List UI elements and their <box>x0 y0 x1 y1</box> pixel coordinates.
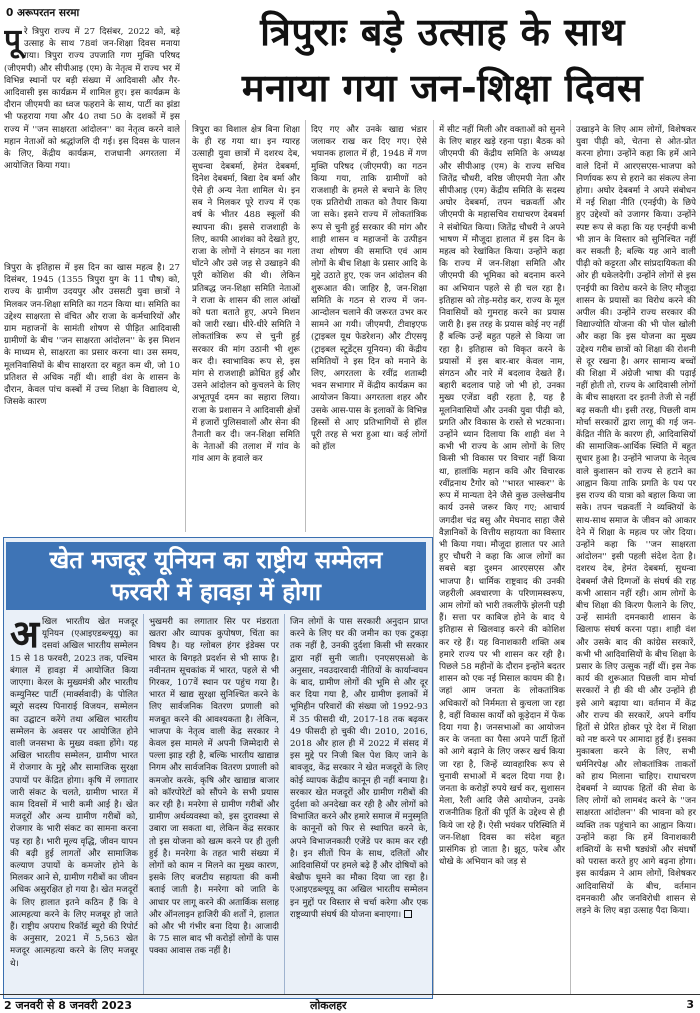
box-column-3 <box>290 616 428 992</box>
box-headline-line-2: फरवरी में हावड़ा में होगा <box>111 578 321 606</box>
box-text-3: जिन लोगों के पास सरकारी अनुदान प्राप्त करने के लिए घर की जमीन का एक टुकड़ा तक नहीं है, उनकी दुर्दशा किसी भी सरकार द्वारा नहीं सुनी जाती। एनएसएसओ के अनुसार, नवउदारवादी नीतियों के कार्यान्वयन के बाद, ग्रामीण लोगों की भूमि से और दूर कर दिया गया है, और ग्रामीण इलाकों में भूमिहीन परिवारों की संख्या जो 1992-93 में 35 फीसदी थी, 2017-18 तक बढ़कर 49 फीसदी हो चुकी थी। 2010, 2016, 2018 और हाल ही में 2022 में संसद में इस मुद्दे पर निजी बिल पेश किए जाने के बावजूद, केंद्र सरकार ने खेत मजदूरों के लिए कोई व्यापक केंद्रीय कानून ही नहीं बनाया है। सरकार खेत मजदूरों और ग्रामीण गरीबों की दुर्दशा को अनदेखा कर रही है और लोगों को विभाजित करने और हमारे समाज में मनुस्मृति के कानूनों को फिर से स्थापित करने के, अपने विभाजनकारी एजेंडे पर काम कर रही है। इन सीतों पिन के साथ, दलितों और आदिवासियों पर हमले बढ़े हैं और दोषियों को बेखौफ घूमने का मौका दिया जा रहा है। एआइएडब्ल्यूयू का अखिल भारतीय सम्मेलन इन मुद्दों पर विस्तार से चर्चा करेगा और एक राष्ट्रव्यापी संघर्ष की योजना बनाएगा। <box>290 617 428 920</box>
tripura-column-4 <box>439 124 565 990</box>
column-rule <box>143 614 144 994</box>
footer-page-number: 3 <box>686 998 694 1011</box>
tripura-text-1b: त्रिपुरा के इतिहास में इस दिन का खास महत्व है। 27 दिसंबर, 1945 (1355 त्रिपुरा युग के 11 पौष) को, राज्य के ग्रामीण उदयपुर और उससटी युवा छात्रों ने मिलकर जन-शिक्षा समिति का गठन किया था। समिति का उद्देश्य साक्षरता से वंचित और राजा के कर्मचारियों और ग्राम महाजनों के सामंती शोषण से पीड़ित आदिवासी ग्रामीणों के बीच ''जन साक्षरता आंदोलन'' के इस मिशन के माध्यम से, साक्षरता का प्रसार करना था। उस समय, मूलनिवासियों के बीच साक्षरता दर बहुत कम थी, जो 10 प्रतिशत से अधिक नहीं थी। शाही वंश के शासन के दौरान, केवल पांच कस्बों में उच्च शिक्षा के विद्यालय थे, जिसके कारण <box>4 263 180 408</box>
tripura-text-3: दिए गए और उनके खाद्य भंडार जलाकर राख कर दिए गए। ऐसे भयानक हालात में ही, 1948 में गण मुक्ति परिषद (जीएमपी) का गठन किया गया, ताकि ग्रामीणों को राजशाही के हमले से बचाने के लिए एक प्रतिरोधी ताकत को तैयार किया जा सके। इसने राज्य में लोकतांत्रिक रूप से चुनी हुई सरकार की मांग और शाही शासन व महाजनों के उत्पीड़न तथा शोषण की समाप्ति एवं आम लोगों के बीच शिक्षा के प्रसार आदि के मुद्दे उठाते हुए, एक जन आंदोलन की शुरूआत की। जाहिर है, जन-शिक्षा समिति के गठन से राज्य में जन-आन्दोलन चलाने की जरूरत उभर कर सामने आ गयी। जीएमपी, टीवाइएफ (ट्राइबल यूथ फेडरेशन) और टीएसयू (ट्राइबल स्टूडेंट्स यूनियन) की केंद्रीय समितियों ने इस दिन को मनाने के लिए, अगरतला के रवींद्र शताब्दी भवन सभागार में केंद्रीय कार्यक्रम का आयोजन किया। अगरतला शहर और उसके आस-पास के इलाकों के विभिन्न हिस्सों से आए प्रतिभागियों से हॉल पूरी तरह से भरा हुआ था। कई लोगों को हॉल <box>311 125 427 453</box>
tripura-text-2: त्रिपुरा का विशाल क्षेत्र बिना शिक्षा के ही रह गया था। इन ग्यारह उत्साही युवा छात्रों में दशरथ देब, सुधन्वा देबबर्मा, हेमंत देबबर्मा, दिनेश देबबर्मा, बिद्या देब बर्मा और ऐसे ही अन्य नेता शामिल थे। इन सब ने मिलकर पूरे राज्य में एक वर्ष के भीतर 488 स्कूलों की स्थापना की। इससे राजशाही के लिए, काफी आशंका को देखते हुए, राजा के लोगों ने संगठन का गला घोंटने और उसे जड़ से उखाड़ने की पूरी कोशिश की थी। लेकिन प्रतिबद्ध जन-शिक्षा समिति नेताओं ने राजा के शासन की लाल आंखों को धता बताते हुए, अपने मिशन को जारी रखा। धीरे-धीरे समिति ने लोकतांत्रिक रूप से चुनी हुई सरकार की मांग उठानी भी शुरू कर दी। स्वाभाविक रूप से, इस मांग से राजशाही क्रोधित हुई और उसने आंदोलन को कुचलने के लिए अभूतपूर्व दमन का सहारा लिया। राजा के प्रशासन ने आदिवासी क्षेत्रों में हजारों पुलिसवालों और सेना की तैनाती कर दी। जन-शिक्षा समिति के नेताओं की तलाश में गांव के गांव आग के हवाले कर <box>192 125 300 465</box>
end-mark-icon <box>404 910 412 918</box>
main-headline <box>190 4 695 116</box>
tripura-column-2 <box>192 124 300 529</box>
tripura-column-5 <box>576 124 696 990</box>
column-rule <box>433 120 434 994</box>
tripura-column-3 <box>311 124 427 529</box>
tripura-text-4: में सीट नहीं मिली और वक्ताओं को सुनने के लिए बाहर खड़े रहना पड़ा। बैठक को जीएमपी की केंद्रीय समिति के अध्यक्ष और सीपीआइ (एम) के राज्य सचिव जितेंद्र चौधरी, वरिष्ठ जीएमपी नेता और सीपीआइ (एम) केंद्रीय समिति के सदस्य अघोर देबबर्मा, तपन चक्रवर्ती और जीएमपी के महासचिव राधाचरण देबबर्मा ने संबोधित किया। जितेंद्र चौधरी ने अपने भाषण में मौजूदा हालात में इस दिन के महत्व को रेखांकित किया। उन्होंने कहा कि राज्य में जन-शिक्षा समिति और जीएमपी की भूमिका को बदनाम करने का अभियान पहले से ही चल रहा है। इतिहास को तोड़-मरोड़ कर, राज्य के मूल निवासियों को गुमराह करने का प्रयास जारी है। इस तरह के प्रयास कोई नए नहीं हैं बल्कि उन्हें बहुत पहले से किया जा रहा है। इतिहास को विकृत करने के प्रयासों में इस बार-बार केवल नाम, संगठन और नारे में बदलाव देखते हैं। बहारी बदलाव पाहे जो भी हो, उनका मुख्य एजेंडा वही रहता है, यह है मूलनिवासियों और उनकी युवा पीढ़ी को, प्रगति और विकास के रास्ते से भटकाना। उन्होंने ध्यान दिलाया कि शाही वंश ने कभी भी राज्य के आम लोगों के लिए किसी भी विकास पर विचार नहीं किया था, हालांकि महान कवि और विचारक रवींद्रनाथ टैगोर को ''भारत भास्कर'' के रूप में मान्यता देने जैसे कुछ उल्लेखनीय कार्य उनसे जरूर किए गए; आचार्य जगदीश चंद्र बसु और मेघनाद साहा जैसे वैज्ञानिकों के वित्तीय सहायता का विस्तार भी किया गया। मौजूदा हालात पर आते हुए चौधरी ने कहा कि आज लोगों का सबसे बड़ा दुश्मन आरएसएस और भाजपा है। धार्मिक राष्ट्रवाद की उनकी जहरीली अवधारणा के परिणामस्वरूप, आम लोगों को भारी तकलीफें झेलनी पड़ी हैं। सत्ता पर काबिज होने के बाद ये इतिहास से खिलवाड़ करने की कोशिश कर रहे हैं। यह विनाशकारी शक्ति अब हमारे राज्य पर भी शासन कर रही है। पिछले 58 महीनों के दौरान इन्होंने बदतर शासन को एक नई मिसाल कायम की है। जहां आम जनता के लोकतांत्रिक अधिकारों को निर्ममता से कुचला जा रहा है, वहीं विकास कार्यों को कूड़ेदान में फेंक दिया गया है। जनसभाओं का आयोजन कर के जनता का पैसा अपने पार्टी हितों को आगे बढ़ाने के लिए जरूर खर्च किया जा रहा है, जिन्हें व्यावहारिक रूप से चुनावी सभाओं में बदल दिया गया है। जनता के करोड़ों रुपये खर्च कर, सुशासन मेला, रैली आदि जैसे आयोजन, उनके राजनीतिक हितों की पूर्ति के उद्देश्य से ही किये जा रहे हैं। ऐसी भयंकर परिस्थिति में जन-शिक्षा दिवस का संदेश बहुत प्रासंगिक हो जाता है। झूठ, फरेब और धोखे के अभियान को जड़ से <box>439 125 565 868</box>
page-footer <box>0 994 700 1013</box>
box-headline <box>6 542 426 610</box>
box-text-2: भुखमरी का लगातार सिर पर मंडराता खतरा और व्यापक कुपोषण, चिंता का विषय है। यह ग्लोबल हंगर इंडेक्स पर भारत के बिगड़ते प्रदर्शन से भी साफ है। नवीनतम सूचकांक में भारत, पहले से भी गिरकर, 107वें स्थान पर पहुंच गया है। भारत में खाद्य सुरक्षा सुनिश्चित करने के लिए सार्वजनिक वितरण प्रणाली को मजबूत करने की आवश्यकता है। लेकिन, भाजपा के नेतृत्व वाली केंद्र सरकार ने केवल इस मामले में अपनी जिम्मेदारी से पल्ला झाड़ रही है, बल्कि भारतीय खाद्यान्न निगम और सार्वजनिक वितरण प्रणाली को कमजोर करके, कृषि और खाद्यान्न बाजार को कॉरपोरेटों को सौंपने के सभी प्रयास कर रही है। मनरेगा से ग्रामीण गरीबों और ग्रामीण अर्थव्यवस्था को, इस दुरावस्था से उबारा जा सकता था, लेकिन केंद्र सरकार तो इस योजना को खत्म करने पर ही तुली हुई है। मनरेगा के तहत भारी संख्या में लोगों को काम न मिलने का मुख्य कारण, इसके लिए बजटीय सहायता की कमी बताई जाती है। मनरेगा को जाति के आधार पर लागू करने की अतार्किक सलाह और ऑनलाइन हाजिरी की शर्तों ने, हालात को और भी गंभीर बना दिया है। आजादी के 75 साल बाद भी करोड़ों लोगों के पास पक्का आवास तक नहीं है। <box>149 617 279 957</box>
box-headline-line-1: खेत मजदूर यूनियन का राष्ट्रीय सम्मेलन <box>49 546 383 574</box>
main-headline-line-1: त्रिपुराः बड़े उत्साह के साथ <box>260 10 625 54</box>
tripura-column-1-bottom <box>4 262 180 532</box>
column-rule <box>305 120 306 532</box>
box-dropcap: अ <box>10 616 40 656</box>
footer-date: 2 जनवरी से 8 जनवरी 2023 <box>4 999 132 1012</box>
dropcap: पू <box>4 26 22 58</box>
tripura-column-1-top <box>4 26 180 258</box>
box-text-1: खिल भारतीय खेत मजदूर यूनियन (एआइएडब्ल्यूयू) का दसवां अखिल भारतीय सम्मेलन 15 से 18 फरवरी, 2023 तक, पश्चिम बंगाल में हावड़ा में आयोजित किया जाएगा। केरल के मुख्यमंत्री और भारतीय कम्युनिस्ट पार्टी (मार्क्सवादी) के पोलित ब्यूरो सदस्य पिनाराई विजयन, सम्मेलन का उद्घाटन करेंगे तथा अखिल भारतीय सम्मेलन के अवसर पर आयोजित होने वाली जनसभा के मुख्य वक्ता होंगे। यह अखिल भारतीय सम्मेलन, ग्रामीण भारत में रोजगार के मुद्दे और सामाजिक सुरक्षा उपायों पर केंद्रित होगा। कृषि में लगातार जारी संकट के चलते, ग्रामीण भारत में काम दिवसों में भारी कमी आई है। खेत मजदूरों और अन्य ग्रामीण गरीबों को, रोजगार के भारी संकट का सामना करना पड़ रहा है। भारी मूल्य वृद्धि, जीवन यापन की बढ़ी हुई लागतों और सामाजिक कल्याण उपायों के कमजोर होने के मिलकर आने से, ग्रामीण गरीबों का जीवन अधिक असुरक्षित हो गया है। खेत मजदूरों के लिए हालात इतने कठिन हैं कि वे आत्महत्या करने के लिए मजबूर हो जाते हैं। राष्ट्रीय अपराध रिकॉर्ड ब्यूरो की रिपोर्ट के अनुसार, 2021 में 5,563 खेत मजदूर आत्महत्या करने के लिए मजबूर थे। <box>10 617 138 969</box>
tripura-text-1: रे त्रिपुरा राज्य में 27 दिसंबर, 2022 को, बड़े उत्साह के साथ 78वां जन-शिक्षा दिवस मनाया गया। त्रिपुरा राज्य उपजाति गण मुक्ति परिषद (जीएमपी) और सीपीआइ (एम) के नेतृत्व में राज्य भर में विभिन्न स्थानों पर बड़ी संख्या में आदिवासी और गैर-आदिवासी इस कार्यक्रम में शामिल हुए। इस कार्यक्रम के दौरान जीएमपी का ध्वज फहराने के साथ, पार्टी का झंडा भी फहराया गया और 40 तथा 50 के दशकों में इस राज्य में ''जन साक्षरता आंदोलन'' का नेतृत्व करने वाले महान नेताओं को श्रद्धांजलि दी गई। इस दिवस के पालन के लिए, केंद्रीय कार्यक्रम, राजधानी अगरतला में आयोजित किया गया। <box>4 27 180 172</box>
box-column-2 <box>149 616 279 992</box>
tripura-text-5: उखाड़ने के लिए आम लोगों, विशेषकर युवा पीढ़ी को, चेतना से ओत-प्रोत करना होगा। उन्होंने कहा कि हमें आने वाले दिनों में आरएसएस-भाजपा को निर्णायक रूप से हराने का संकल्प लेना होगा। अघोर देबबर्मा ने अपने संबोधन में नई शिक्षा नीति (एनईपी) के छिपे हुए उद्देश्यों को उजागर किया। उन्होंने स्पष्ट रूप से कहा कि यह एनईपी कभी भी ज्ञान के विस्तार को सुनिश्चित नहीं कर सकती है; बल्कि यह आने वाली पीढ़ी को कट्टरता और सांप्रदायिकता की ओर ही धकेलदेगी। उन्होंने लोगों से इस एनईपी का विरोध करने के लिए मौजूदा शासन के प्रयासों का विरोध करने की अपील की। उन्होंने राज्य सरकार की विद्याज्योति योजना की भी पोल खोली और कहा कि इस योजना का मुख्य उद्देश्य गरीब छात्रों को शिक्षा की रोशनी से दूर रखना है। अगर सामान्य बच्चों की शिक्षा में अंग्रेजी भाषा की पढ़ाई नहीं होती तो, राज्य के आदिवासी लोगों के बीच साक्षरता दर इतनी तेजी से नहीं बढ़ सकती थी। इसी तरह, पिछली वाम मोर्चा सरकारों द्वारा लागू की गई जन-केंद्रित नीति के कारण ही, आदिवासियों की सामाजिक-आर्थिक स्थिति में बहुत सुधार हुआ है। उन्होंने भाजपा के नेतृत्व वाले कुशासन को राज्य से हटाने का आह्वान किया ताकि प्रगति के पथ पर इस राज्य की यात्रा को बहाल किया जा सके। तपन चक्रवर्ती ने व्यक्तियों के साथ-साथ समाज के जीवन को आकार देने में शिक्षा के महत्व पर जोर दिया। उन्होंने कहा कि ''जन साक्षरता आंदोलन'' इसी पहली संदेश देता है। दशरथ देब, हेमंत देबबर्मा, सुधन्वा देबबर्मा जैसे दिग्गजों के संघर्ष की राह कभी आसान नहीं रही। आम लोगों के बीच शिक्षा की किरण फैलाने के लिए, उन्हें सामंती दमनकारी शासन के खिलाफ संघर्ष करना पड़ा। शाही वंश और उसके बाद की कांग्रेस सरकारें, कभी भी आदिवासियों के बीच शिक्षा के प्रसार के लिए उत्सुक नहीं थीं। इस नेक कार्य की शुरूआत पिछली वाम मोर्चा सरकारों ने ही की थी और उन्होंने ही इसे आगे बढ़ाया था। वर्तमान में केंद्र और राज्य की सरकारें, अपने वर्गीय हितों से प्रेरित होकर पूरे देश में शिक्षा को नष्ट करने पर आमादा हुई हैं। इसका मुकाबला करने के लिए, सभी धर्मनिरपेक्ष और लोकतांत्रिक ताकतों को हाथ मिलाना चाहिए। राधाचरण देबबर्मा ने व्यापक हितों की सेवा के लिए लोगों को लामबंद करने के ''जन साक्षरता आंदोलन'' की भावना को हर व्यक्ति तक पहुंचाने का आह्वान किया। उन्होंने कहा कि हमें विनाशकारी शक्तियों के सभी षड्यंत्रों और संघर्षों को परास्त करते हुए आगे बढ़ना होगा। इस कार्यक्रम ने आम लोगों, विशेषकर आदिवासियों के बीच, वर्तमान दमनकारी और जनविरोधी शासन से लड़ने के लिए बड़ा उत्साह पैदा किया। <box>576 125 696 916</box>
column-rule <box>185 120 186 532</box>
byline: 0 अरूपरतन सरमा <box>6 7 80 19</box>
main-headline-line-2: मनाया गया जन-शिक्षा दिवस <box>241 66 644 110</box>
column-rule <box>570 120 571 994</box>
column-rule <box>284 614 285 994</box>
footer-publication: लोकलहर <box>310 999 347 1012</box>
box-column-1 <box>10 616 138 992</box>
